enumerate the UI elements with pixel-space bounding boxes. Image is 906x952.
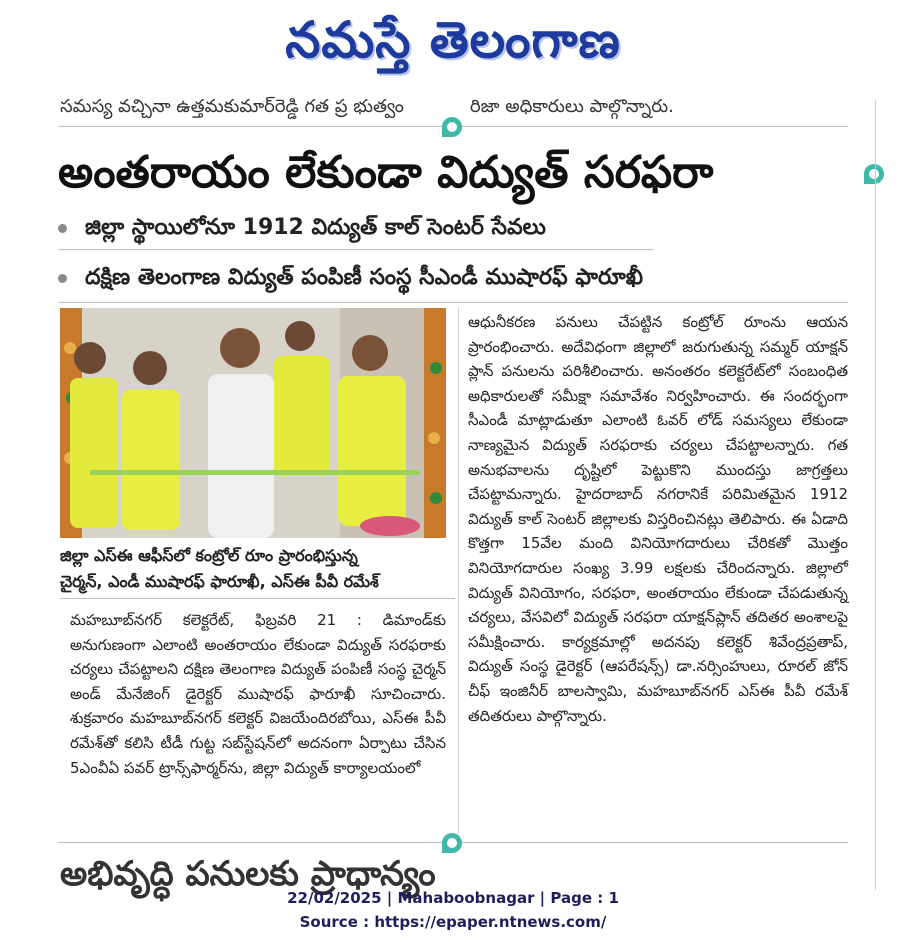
share-icon — [442, 117, 462, 137]
article-body-left: మహబూబ్‌నగర్ కలెక్టరేట్, ఫిబ్రవరి 21 : డిమాండ్‌కు అనుగుణంగా ఎలాంటి అంతరాయం లేకుండా విద్యుత్ సరఫరాకు చర్యలు చేపట్టాలని దక్షిణ తెలంగాణ విద్యుత్ పంపిణీ సంస్థ చైర్మన్ అండ్ మేనేజింగ్ డైరెక్టర్ ముషారఫ్ ఫారూఖీ సూచించారు. శుక్రవారం మహబూబ్‌నగర్ కలెక్టర్ విజయేందిరబోయి, ఎస్ఈ పీవీ రమేశ్‌తో కలిసి టీడీ గుట్ట సబ్‌స్టేషన్‌లో అదనంగా ఏర్పాటు చేసిన 5ఎంవీఏ పవర్ ట్రాన్స్‌ఫార్మర్‌ను, జిల్లా విద్యుత్ కార్యాలయంలో — [70, 611, 446, 777]
subheadline-text: జిల్లా స్థాయిలోనూ 1912 విద్యుత్ కాల్ సెంటర్ సేవలు — [85, 215, 546, 240]
next-article-fragment: అభివృద్ధి పనులకు ప్రాధాన్యం — [60, 854, 436, 894]
article-photo — [60, 308, 446, 538]
subheadline-text: దక్షిణ తెలంగాణ విద్యుత్ పంపిణీ సంస్థ సీఎండీ ముషారఫ్ ఫారూఖీ — [85, 265, 643, 290]
edition-info: 22/02/2025 | Mahaboobnagar | Page : 1 — [287, 889, 619, 907]
article-body-right: ఆధునీకరణ పనులు చేపట్టిన కంట్రోల్ రూంను ఆయన ప్రారంభించారు. అదేవిధంగా జిల్లాలో జరుగుతున్న సమ్మర్ యాక్షన్ ప్లాన్ పనులను పరిశీలించారు. అనంతరం కలెక్టరేట్‌లో సంబంధిత అధికారులతో సమీక్షా సమావేశం నిర్వహించారు. ఈ సందర్భంగా సీఎండీ మాట్లాడుతూ ఎలాంటి ఓవర్ లోడ్ సమస్యలు లేకుండా నాణ్యమైన విద్యుత్ సరఫరాకు చర్యలు చేపట్టాలన్నారు. గత అనుభవాలను దృష్టిలో పెట్టుకొని ముందస్తు జాగ్రత్తలు చేపట్టామన్నారు. హైదరాబాద్ నగరానికే పరిమితమైన 1912 విద్యుత్ కాల్ సెంటర్ జిల్లాలకు విస్తరించినట్లు తెలిపారు. ఈ ఏడాది కొత్తగా 15వేల మంది వినియోగదారులు చేరికతో మొత్తం వినియోగదారుల సంఖ్య 3.99 లక్షలకు చేరిందన్నారు. జిల్లాలో విద్యుత్ వినియోగం, సరఫరా, అంతరాయం లేకుండా చేపడుతున్న చర్యలు, వేసవిలో విద్యుత్ సరఫరా యాక్షన్‌ప్లాన్ తదితర అంశాలపై సమీక్షించారు. కార్యక్రమాల్లో అదనపు కలెక్టర్ శివేంద్రప్రతాప్, విద్యుత్ సంస్థ డైరెక్టర్ (ఆపరేషన్స్) డా.నర్సింహులు, రూరల్ జోన్ చీఫ్ ఇంజినీర్ బాలస్వామి, మహబూబ్‌నగర్ ఎస్ఈ పీవీ రమేశ్ తదితరులు పాల్గొన్నారు. — [468, 313, 848, 725]
caption-line: జిల్లా ఎస్ఈ ఆఫీస్‌లో కంట్రోల్ రూం ప్రారంభిస్తున్న — [60, 546, 358, 565]
page-footer — [0, 886, 906, 934]
ribbon-cutting-photo — [60, 308, 446, 538]
photo-caption — [60, 543, 450, 595]
adjacent-column-fragment — [890, 500, 906, 880]
column-divider — [458, 308, 459, 834]
previous-article-fragment-right: రిజా అధికారులు పాల్గొన్నారు. — [470, 96, 674, 117]
header-divider — [58, 302, 848, 303]
bullet-dot — [58, 224, 67, 233]
share-icon — [864, 164, 884, 184]
caption-line: చైర్మన్, ఎండీ ముషారఫ్ ఫారూఖీ, ఎస్ఈ పీవీ రమేశ్ — [60, 572, 379, 591]
source-link[interactable]: Source : https://epaper.ntnews.com/ — [299, 913, 607, 931]
subheadline-bullet — [58, 208, 818, 248]
bullet-dot — [58, 274, 67, 283]
previous-article-fragment-left: సమస్య వచ్చినా ఉత్తమకుమార్‌రెడ్డి గత ప్ర భుత్వం — [60, 96, 404, 117]
masthead — [0, 0, 906, 92]
caption-divider — [60, 598, 455, 599]
column-divider-right — [875, 100, 876, 890]
bullet-divider — [58, 249, 654, 250]
subheadline-bullet — [58, 258, 818, 298]
newspaper-title: నమస్తే తెలంగాణ — [285, 10, 621, 69]
article-headline: అంతరాయం లేకుండా విద్యుత్ సరఫరా — [58, 147, 714, 198]
